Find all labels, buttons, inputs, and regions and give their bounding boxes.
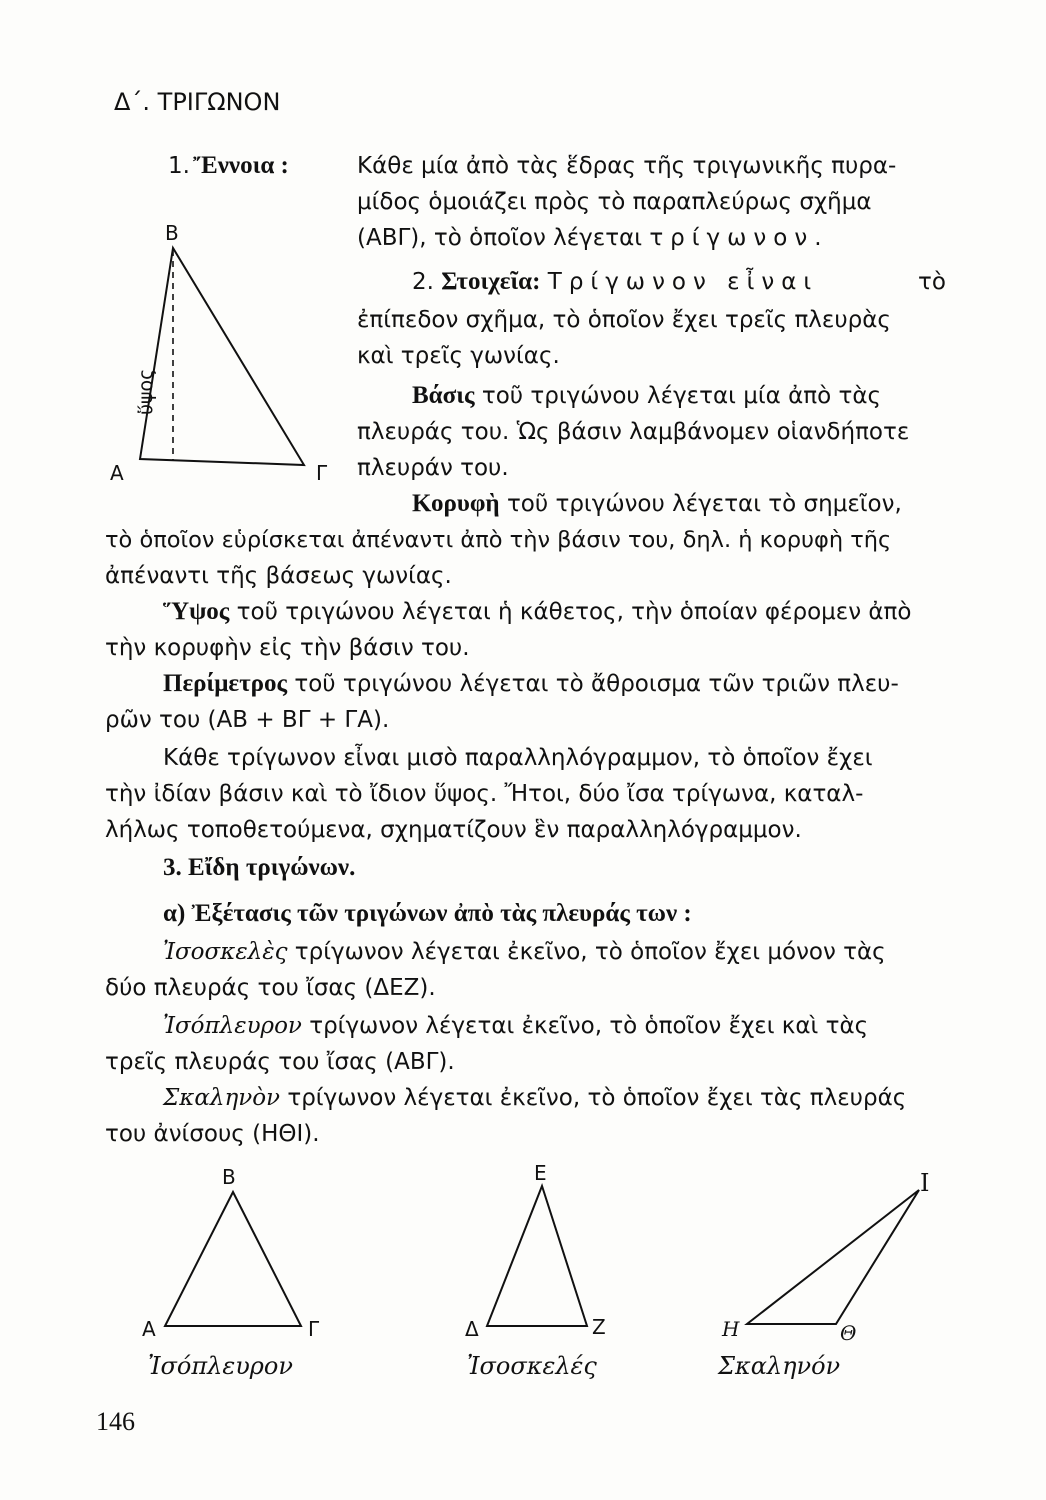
label-scalene-right: Θ — [840, 1321, 857, 1345]
label-b-top: Β — [165, 221, 179, 245]
concept-line-2: μίδος ὁμοιάζει πρὸς τὸ παραπλεύρως σχῆμα — [357, 189, 872, 215]
isosceles-term: Ἰσοσκελὲς — [163, 939, 288, 965]
scalene-term: Σκαληνὸν — [163, 1085, 281, 1111]
scalene-line-1-text: τρίγωνον λέγεται ἐκεῖνο, τὸ ὁποῖον ἔχει τὰς πλευράς — [287, 1085, 907, 1111]
half-line-3: λήλως τοποθετούμενα, σχηματίζουν ἓν παραλληλόγραμμον. — [105, 817, 802, 843]
concept-line-3-text: (ΑΒΓ), τὸ ὁποῖον λέγεται — [357, 225, 643, 251]
caption-isosceles: Ἰσοσκελές — [467, 1352, 597, 1380]
vertex-line-3: ἀπέναντι τῆς βάσεως γωνίας. — [105, 563, 452, 589]
elements-line-3: καὶ τρεῖς γωνίας. — [357, 343, 560, 369]
half-line-1: Κάθε τρίγωνον εἶναι μισὸ παραλληλόγραμμον, τὸ ὁποῖον ἔχει — [163, 745, 873, 771]
elements-tail: τὸ — [918, 269, 946, 295]
elements-spaced-text: Τρίγωνον εἶναι — [547, 269, 819, 295]
label-a-top: Α — [110, 461, 124, 485]
types-subheading: α) Ἐξέτασις τῶν τριγώνων ἀπὸ τὰς πλευράς των : — [163, 900, 692, 927]
section-title: Δ΄. ΤΡΙΓΩΝΟΝ — [114, 88, 281, 116]
half-line-2: τὴν ἰδίαν βάσιν καὶ τὸ ἴδιον ὕψος. Ἤτοι, δύο ἴσα τρίγωνα, καταλ- — [105, 781, 864, 807]
perimeter-term: Περίμετρος — [163, 670, 288, 697]
base-term: Βάσις — [412, 382, 475, 409]
height-line-1-text: τοῦ τριγώνου λέγεται ἡ κάθετος, τὴν ὁποίαν φέρομεν ἀπὸ — [236, 599, 912, 625]
concept-line-1: Κάθε μία ἀπὸ τὰς ἕδρας τῆς τριγωνικῆς πυρα- — [357, 153, 897, 179]
vertex-line-2: τὸ ὁποῖον εὑρίσκεται ἀπέναντι ἀπὸ τὴν βάσιν του, δηλ. ἡ κορυφὴ τῆς — [105, 527, 892, 553]
triangle-scalene — [747, 1190, 919, 1324]
label-scalene-left: Η — [722, 1317, 740, 1341]
concept-number: 1. — [168, 153, 190, 179]
label-isosceles-right: Ζ — [592, 1315, 606, 1339]
label-isosceles-top: Ε — [534, 1161, 547, 1185]
concept-heading: Ἔννοια : — [193, 152, 289, 179]
base-line-1-text: τοῦ τριγώνου λέγεται μία ἀπὸ τὰς — [481, 383, 881, 409]
scalene-line-2: του ἀνίσους (ΗΘΙ). — [105, 1121, 320, 1147]
label-equilateral-right: Γ — [308, 1317, 320, 1341]
concept-term-triangle: τρίγωνον. — [649, 225, 829, 251]
page-number: 146 — [96, 1407, 135, 1436]
equilateral-term: Ἰσόπλευρον — [163, 1013, 302, 1039]
triangle-isosceles — [487, 1186, 587, 1326]
elements-heading: Στοιχεῖα: — [441, 268, 541, 295]
isosceles-line-2: δύο πλευράς του ἴσας (ΔΕΖ). — [105, 975, 436, 1001]
base-line-2: πλευράς του. Ὡς βάσιν λαμβάνομεν οἱανδήποτε — [357, 419, 910, 445]
label-isosceles-left: Δ — [465, 1317, 479, 1341]
triangle-equilateral — [165, 1192, 301, 1326]
equilateral-line-1-text: τρίγωνον λέγεται ἐκεῖνο, τὸ ὁποῖον ἔχει καὶ τὰς — [309, 1013, 869, 1039]
height-line-2: τὴν κορυφὴν εἰς τὴν βάσιν του. — [105, 635, 470, 661]
label-equilateral-left: Α — [142, 1317, 156, 1341]
height-term: Ὕψος — [163, 598, 230, 625]
vertex-term: Κορυφὴ — [412, 490, 500, 517]
triangle-abg-top — [140, 248, 304, 465]
elements-number: 2. — [412, 269, 434, 295]
perimeter-line-1-text: τοῦ τριγώνου λέγεται τὸ ἄθροισμα τῶν τριῶν πλευ- — [294, 671, 899, 697]
label-scalene-top: Ι — [920, 1169, 930, 1197]
label-equilateral-top: Β — [222, 1165, 236, 1189]
equilateral-line-2: τρεῖς πλευράς του ἴσας (ΑΒΓ). — [105, 1049, 455, 1075]
elements-line-2: ἐπίπεδον σχῆμα, τὸ ὁποῖον ἔχει τρεῖς πλευρὰς — [357, 307, 891, 333]
base-line-3: πλευράν του. — [357, 455, 509, 481]
types-heading: 3. Εἴδη τριγώνων. — [163, 854, 356, 881]
caption-scalene: Σκαληνόν — [718, 1352, 841, 1380]
perimeter-line-2: ρῶν του (ΑΒ + ΒΓ + ΓΑ). — [105, 707, 390, 733]
caption-equilateral: Ἰσόπλευρον — [148, 1352, 293, 1380]
height-label: ὕψος — [135, 368, 157, 415]
isosceles-line-1-text: τρίγωνον λέγεται ἐκεῖνο, τὸ ὁποῖον ἔχει μόνον τὰς — [294, 939, 886, 965]
label-g-top: Γ — [316, 461, 328, 485]
vertex-line-1-text: τοῦ τριγώνου λέγεται τὸ σημεῖον, — [506, 491, 902, 517]
